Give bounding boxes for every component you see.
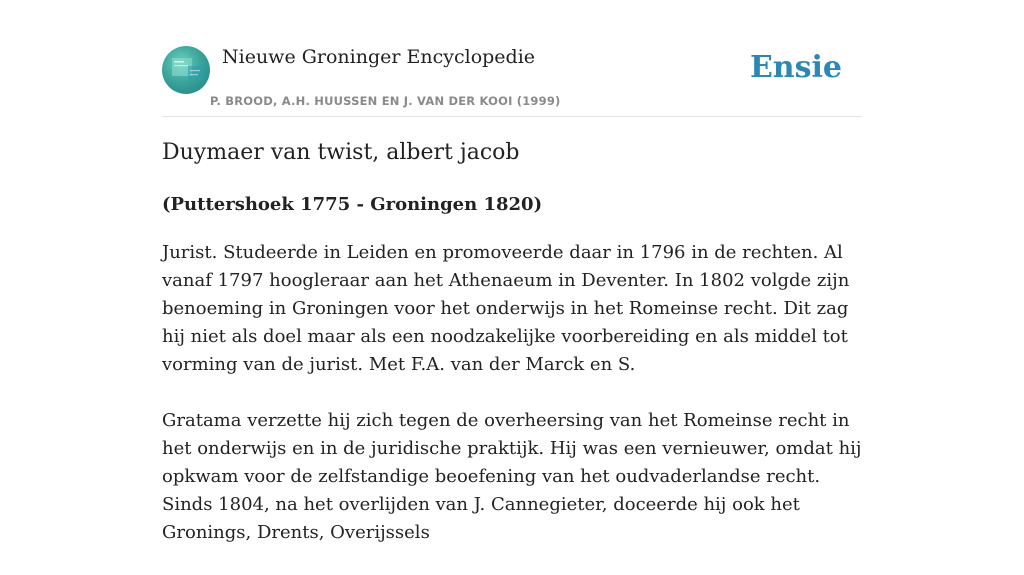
- source-title[interactable]: Nieuwe Groninger Encyclopedie: [222, 46, 536, 68]
- article-paragraph: Gratama verzette hij zich tegen de overheersing van het Romeinse recht in het onderwijs en in de juridische praktijk. Hij was een vernieuwer, omdat hij opkwam voor de zelfstandige beoefening van het oudvaderlandse recht. Sinds 1804, na het overlijden van J. Cannegieter, doceerde hij ook het Gronings, Drents, Overijssels: [162, 410, 862, 543]
- article-body: [162, 239, 862, 575]
- book-cover-icon: [162, 46, 210, 94]
- ensie-logo-link[interactable]: Ensie: [749, 50, 842, 85]
- article-paragraph: Jurist. Studeerde in Leiden en promoveerde daar in 1796 in de rechten. Al vanaf 1797 hoogleraar aan het Athenaeum in Deventer. In 1802 volgde zijn benoeming in Groningen voor het onderwijs in het Romeinse recht. Dit zag hij niet als doel maar als een noodzakelijke voorbereiding en als middel tot vorming van de jurist. Met F.A. van der Marck en S.: [162, 242, 850, 375]
- source-authors: P. BROOD, A.H. HUUSSEN EN J. VAN DER KOOI (1999): [210, 94, 561, 108]
- source-header: [162, 46, 862, 117]
- encyclopedia-avatar[interactable]: [162, 46, 210, 94]
- article-subtitle: (Puttershoek 1775 - Groningen 1820): [162, 194, 543, 215]
- article-title: Duymaer van twist, albert jacob: [162, 140, 520, 165]
